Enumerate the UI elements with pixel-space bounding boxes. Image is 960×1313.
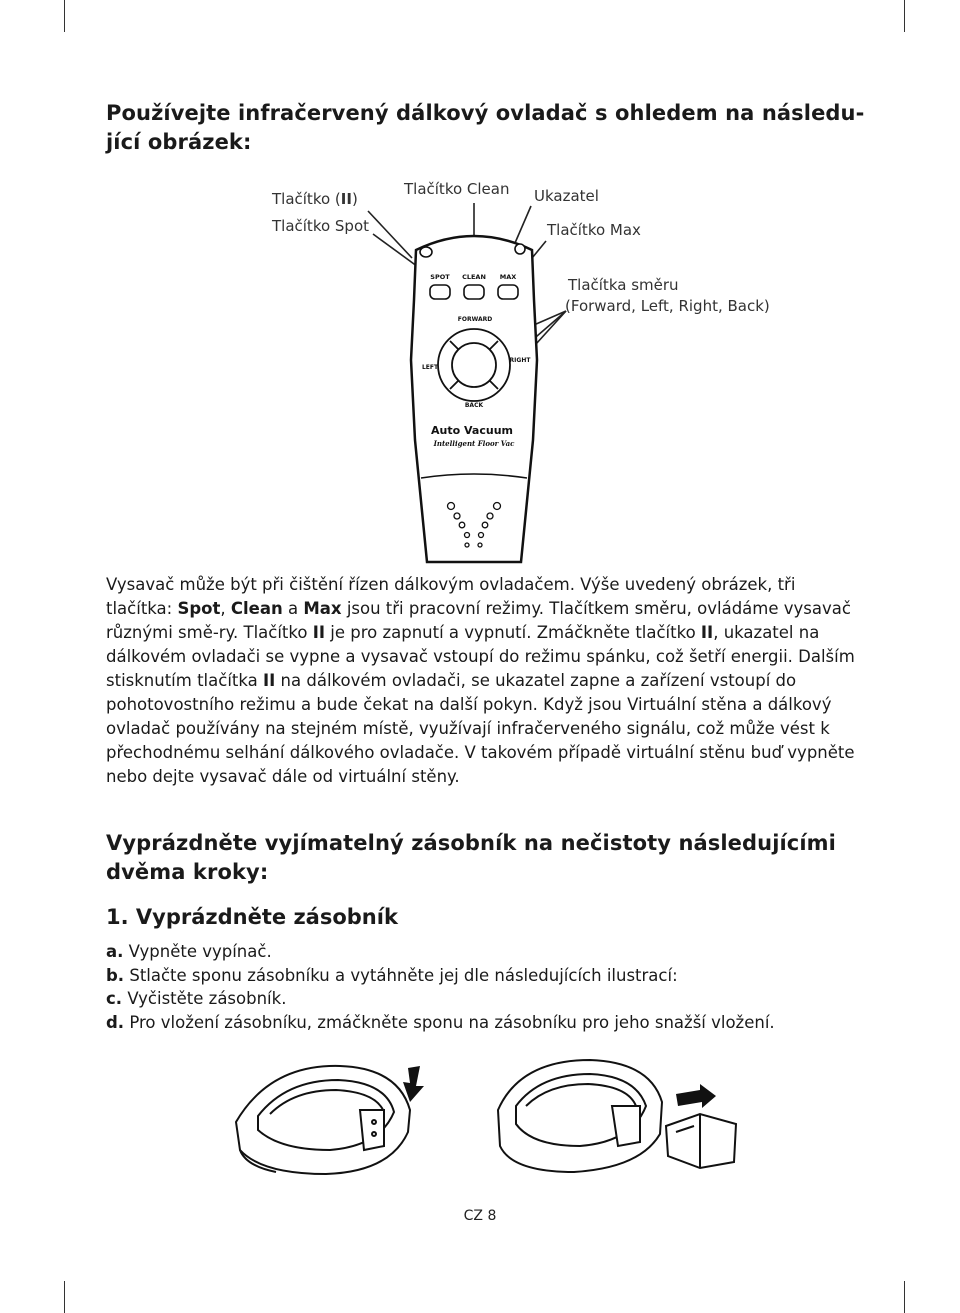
heading-line: Vyprázdněte vyjímatelný zásobník na nečistoty následujícími — [106, 831, 836, 855]
label-power-button: Tlačítko (II) — [272, 190, 358, 208]
clean-button — [464, 285, 484, 299]
indicator-light — [515, 244, 525, 254]
remote-label-right: RIGHT — [509, 357, 531, 364]
down-arrow-icon — [403, 1066, 424, 1102]
remote-label-forward: FORWARD — [457, 316, 493, 323]
list-item: d. Pro vložení zásobníku, zmáčkněte sponu na zásobníku pro jeho snažší vložení. — [106, 1012, 775, 1032]
remote-control-illustration — [0, 0, 960, 580]
vacuum-robot-right — [498, 1060, 662, 1172]
crop-mark — [904, 1281, 905, 1313]
remote-label-max: MAX — [499, 273, 517, 281]
label-indicator: Ukazatel — [534, 187, 599, 205]
right-arrow-icon — [676, 1084, 716, 1108]
step-heading: 1. Vyprázdněte zásobník — [106, 905, 398, 929]
page-number: CZ 8 — [463, 1208, 497, 1224]
list-item: c. Vyčistěte zásobník. — [106, 989, 287, 1008]
remote-label-back: BACK — [464, 402, 484, 409]
max-button — [498, 285, 518, 299]
label-clean-button: Tlačítko Clean — [404, 180, 510, 198]
label-direction-list: (Forward, Left, Right, Back) — [565, 297, 770, 315]
dustbin-removal-illustration — [0, 1050, 960, 1210]
body-paragraph: Vysavač může být při čištění řízen dálkovým ovladačem. Výše uvedený obrázek, tři tlačítka: Spot, Clean a Max jsou tři pracovní režimy. Tlačítkem směru, ovládáme vysavač různými smě-ry. Tlačítko II je pro zapnutí a vypnutí. Zmáčkněte tlačítko II, ukazatel na dálkovém ovladači se vypne a vysavač vstoupí do režimu spánku, což šetří energii. Dalším stisknutím tlačítka II na dálkovém ovladači, se ukazatel zapne a zařízení vstoupí do pohotovostního režimu a bude čekat na další pokyn. Když jsou Virtuální stěna a dálkový ovladač používány na stejném místě, využívají infračerveného signálu, což může vést k přechodnému selhání dálkového ovladače. V takovém případě virtuální stěnu buď vypněte nebo dejte vysavač dále od virtuální stěny. — [106, 575, 855, 786]
bold-power-symbol: II — [263, 671, 276, 690]
list-item: b. Stlačte sponu zásobníku a vytáhněte jej dle následujících ilustrací: — [106, 965, 678, 985]
dustbin-piece — [666, 1114, 736, 1168]
remote-label-clean: CLEAN — [462, 273, 486, 281]
spot-button — [430, 285, 450, 299]
section-heading — [106, 829, 836, 887]
label-max-button: Tlačítko Max — [547, 221, 641, 239]
power-button — [420, 247, 432, 257]
remote-label-spot: SPOT — [430, 273, 450, 281]
list-item: a. Vypněte vypínač. — [106, 942, 272, 961]
crop-mark — [64, 1281, 65, 1313]
vacuum-robot-left — [236, 1066, 410, 1174]
heading-line: jící obrázek: — [106, 130, 252, 154]
direction-pad — [438, 329, 510, 401]
bold-spot: Spot — [177, 599, 221, 618]
remote-label-left: LEFT — [421, 364, 439, 371]
steps-list — [106, 940, 775, 1034]
label-direction-buttons: Tlačítka směru — [568, 276, 679, 294]
label-spot-button: Tlačítko Spot — [272, 217, 370, 235]
heading-line: Používejte infračervený dálkový ovladač s ohledem na následu- — [106, 101, 865, 125]
bold-power-symbol: II — [312, 623, 325, 642]
remote-brand: Auto Vacuum — [431, 424, 513, 437]
heading-line: dvěma kroky: — [106, 860, 269, 884]
remote-tagline: Intelligent Floor Vac — [433, 439, 515, 448]
bold-clean: Clean — [230, 599, 283, 618]
bold-max: Max — [303, 599, 342, 618]
bold-power-symbol: II — [700, 623, 714, 642]
